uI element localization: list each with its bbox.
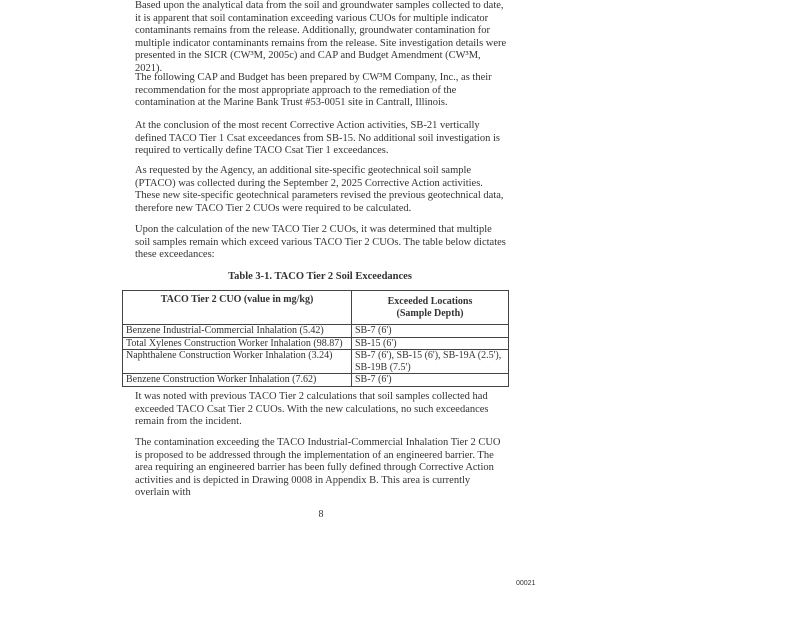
table-header-row [123, 291, 509, 325]
cuo-cell: Naphthalene Construction Worker Inhalation (3.24) [123, 350, 352, 374]
table-row [123, 350, 509, 374]
bates-number: 00021 [516, 580, 536, 587]
column-header-cuo: TACO Tier 2 CUO (value in mg/kg) [123, 291, 352, 325]
paragraph-engineered-barrier: The contamination exceeding the TACO Industrial-Commercial Inhalation Tier 2 CUO is proposed to be addressed through the implementation of an engineered barrier. The area requiring an engineered barrier has been fully defined through Corrective Action activities and is depicted in Drawing 0008 in Appendix B. This area is currently overlain with [135, 437, 501, 499]
cuo-cell: Total Xylenes Construction Worker Inhalation (98.87) [123, 337, 352, 350]
locations-cell: SB-7 (6') [352, 325, 509, 338]
cuo-cell: Benzene Industrial-Commercial Inhalation (5.42) [123, 325, 352, 338]
table-caption: Table 3-1. TACO Tier 2 Soil Exceedances [228, 271, 412, 282]
exceedances-table [122, 290, 509, 387]
column-header-locations [352, 291, 509, 325]
table-row [123, 325, 509, 338]
paragraph-cap-budget: The following CAP and Budget has been prepared by CW³M Company, Inc., as their recommendation for the most appropriate approach to the remediation of the contamination at the Marine Bank Trust #53-0051 site in Cantrall, Illinois. [135, 72, 492, 109]
column-header-locations-line2: (Sample Depth) [396, 307, 464, 319]
table-row [123, 374, 509, 387]
paragraph-geotechnical-sample: As requested by the Agency, an additional site-specific geotechnical soil sample (PTACO) was collected during the September 2, 2025 Corrective Action activities. These new site-specific geotechnical parameters revised the previous geotechnical data, therefore new TACO Tier 2 CUOs were required to be calculated. [135, 165, 504, 214]
locations-cell: SB-7 (6') [352, 374, 509, 387]
paragraph-corrective-action: At the conclusion of the most recent Corrective Action activities, SB-21 vertically defined TACO Tier 1 Csat exceedances from SB-15. No additional soil investigation is required to vertically define TACO Csat Tier 1 exceedances. [135, 120, 500, 157]
column-header-locations-line1: Exceeded Locations [387, 296, 473, 307]
paragraph-previous-calculations: It was noted with previous TACO Tier 2 calculations that soil samples collected had exceeded TACO Csat Tier 2 CUOs. With the new calculations, no such exceedances remain from the incident. [135, 391, 489, 428]
table-row [123, 337, 509, 350]
locations-cell: SB-7 (6'), SB-15 (6'), SB-19A (2.5'), SB-19B (7.5') [352, 350, 509, 374]
cuo-cell: Benzene Construction Worker Inhalation (7.62) [123, 374, 352, 387]
locations-cell: SB-15 (6') [352, 337, 509, 350]
page-number: 8 [318, 509, 324, 520]
paragraph-analytical-data: Based upon the analytical data from the soil and groundwater samples collected to date, it is apparent that soil contamination exceeding various CUOs for multiple indicator contaminants remains from the release. Additionally, groundwater contamination for multiple indicator contaminants remains from the release. Site investigation details were presented in the SICR (CW³M, 2005c) and CAP and Budget Amendment (CW³M, 2021). [135, 0, 507, 74]
paragraph-tier2-calculation: Upon the calculation of the new TACO Tier 2 CUOs, it was determined that multiple soil samples remain which exceed various TACO Tier 2 CUOs. The table below dictates these exceedances: [135, 224, 506, 261]
